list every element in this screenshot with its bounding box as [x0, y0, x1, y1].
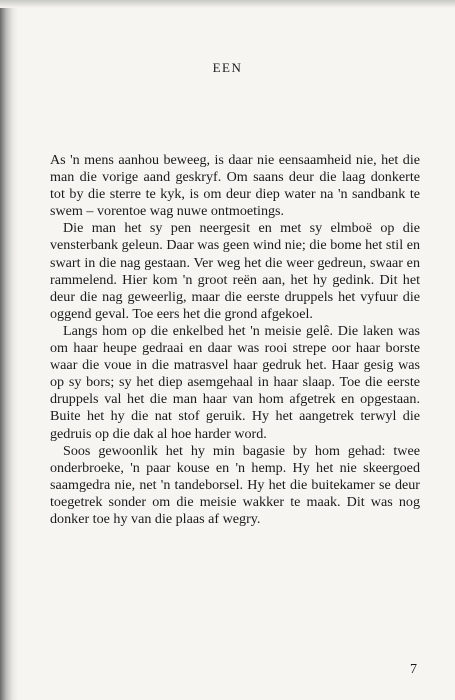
- body-text: [50, 152, 420, 528]
- paragraph-3: Langs hom op die enkelbed het 'n meisie gelê. Die laken was om haar heupe gedraai en daar was rooi strepe oor haar borste waar die voue in die matrasvel haar gedruk het. Haar gesig was op sy bors; sy het diep asemgehaal in haar slaap. Toe die eerste druppels val het die man haar van hom afgetrek en opgestaan. Buite het hy die nat stof geruik. Hy het aangetrek terwyl die gedruis op die dak al hoe harder word.: [50, 322, 420, 442]
- page-number: 7: [410, 662, 417, 677]
- page-gutter-shadow: [0, 0, 18, 700]
- paragraph-4: Soos gewoonlik het hy min bagasie by hom gehad: twee onderbroeke, 'n paar kouse en 'n hemp. Hy het nie skeergoed saamgedra nie, net 'n tandeborsel. Hy het die buitekamer se deur toegetrek sonder om die meisie wakker te maak. Dit was nog donker toe hy van die plaas af wegry.: [50, 442, 420, 527]
- chapter-title: EEN: [212, 60, 243, 75]
- paragraph-2: Die man het sy pen neergesit en met sy elmboë op die vensterbank geleun. Daar was geen wind nie; die bome het stil en swart in die nag gestaan. Ver weg het die weer gedreun, swaar en rammelend. Hier kom 'n groot reën aan, het hy gedink. Dit het deur die nag geweerlig, maar die eerste druppels het vyfuur die oggend geval. Toe eers het die grond afgekoel.: [50, 220, 420, 322]
- paragraph-1: As 'n mens aanhou beweeg, is daar nie eensaamheid nie, het die man die vorige aand geskryf. Om saans deur die laag donkerte tot by die sterre te kyk, is om deur diep water na 'n sandbank te swem – vorentoe wag nuwe ontmoetings.: [50, 152, 420, 220]
- page-top-edge: [0, 0, 455, 8]
